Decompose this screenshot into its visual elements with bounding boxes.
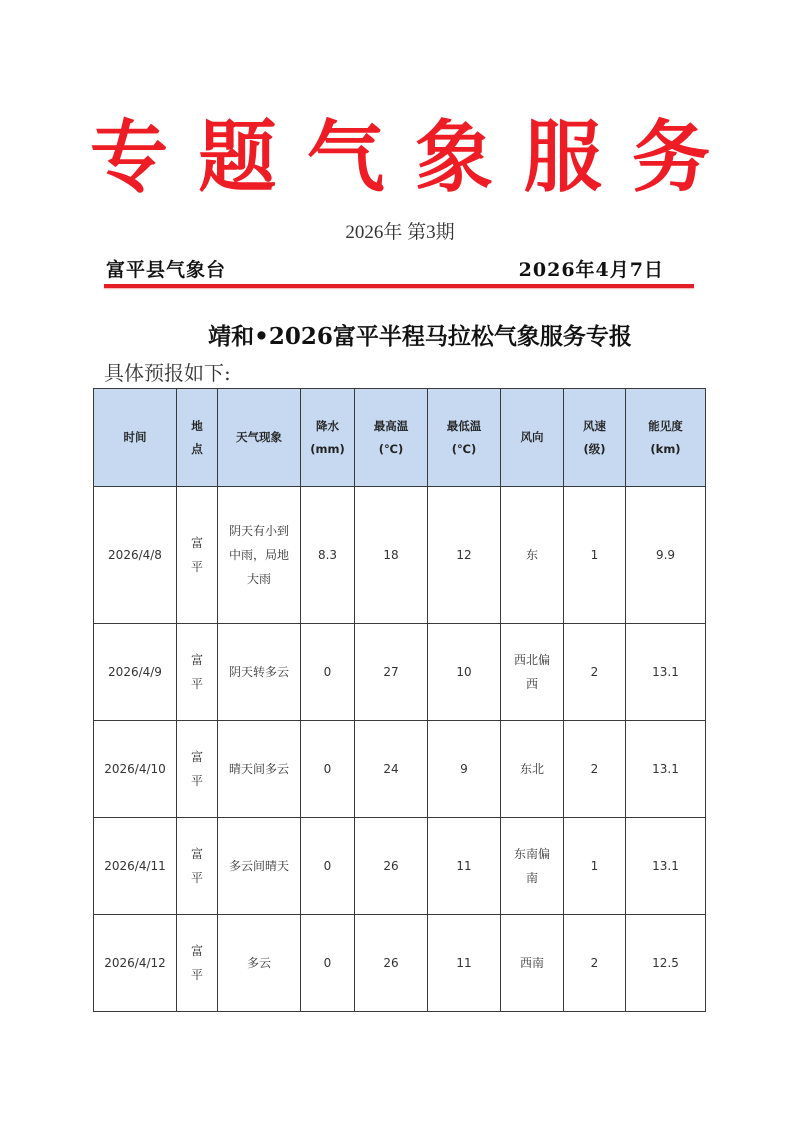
masthead-char: 题 xyxy=(198,112,277,203)
agency-name: 富平县气象台 xyxy=(106,259,227,281)
cell-wind-dir: 西南 xyxy=(501,915,564,1012)
cell-precip: 8.3 xyxy=(301,487,355,624)
cell-weather: 阴天有小到 中雨，局地 大雨 xyxy=(218,487,301,624)
col-header-place: 地 点 xyxy=(177,389,218,487)
cell-tmin: 12 xyxy=(428,487,501,624)
col-header-time: 时间 xyxy=(94,389,177,487)
masthead-title xyxy=(90,110,710,205)
table-row xyxy=(94,915,706,1012)
cell-tmax: 26 xyxy=(355,818,428,915)
cell-place: 富 平 xyxy=(177,721,218,818)
cell-wind-speed: 2 xyxy=(564,624,626,721)
cell-visibility: 13.1 xyxy=(626,818,706,915)
cell-wind-dir: 东南偏 南 xyxy=(501,818,564,915)
table-header-row xyxy=(94,389,706,487)
cell-tmin: 11 xyxy=(428,915,501,1012)
col-header-tmin: 最低温 (℃) xyxy=(428,389,501,487)
cell-date: 2026/4/9 xyxy=(94,624,177,721)
cell-visibility: 9.9 xyxy=(626,487,706,624)
report-title: 靖和•2026富平半程马拉松气象服务专报 xyxy=(208,323,632,350)
col-header-visibility: 能见度 (km) xyxy=(626,389,706,487)
cell-weather: 多云间晴天 xyxy=(218,818,301,915)
cell-place: 富 平 xyxy=(177,487,218,624)
cell-wind-dir: 东北 xyxy=(501,721,564,818)
cell-place: 富 平 xyxy=(177,624,218,721)
cell-wind-speed: 1 xyxy=(564,487,626,624)
masthead-char: 务 xyxy=(631,112,710,203)
issue-number: 2026年 第3期 xyxy=(345,222,455,243)
cell-tmin: 10 xyxy=(428,624,501,721)
col-header-wind-speed: 风速 (级) xyxy=(564,389,626,487)
cell-date: 2026/4/11 xyxy=(94,818,177,915)
cell-precip: 0 xyxy=(301,818,355,915)
masthead-char: 气 xyxy=(306,112,385,203)
col-header-weather: 天气现象 xyxy=(218,389,301,487)
cell-tmax: 24 xyxy=(355,721,428,818)
cell-wind-dir: 东 xyxy=(501,487,564,624)
intro-text: 具体预报如下: xyxy=(104,361,231,385)
cell-weather: 多云 xyxy=(218,915,301,1012)
table-row xyxy=(94,721,706,818)
cell-wind-speed: 1 xyxy=(564,818,626,915)
cell-place: 富 平 xyxy=(177,818,218,915)
cell-date: 2026/4/8 xyxy=(94,487,177,624)
cell-visibility: 13.1 xyxy=(626,721,706,818)
table-row xyxy=(94,818,706,915)
cell-weather: 阴天转多云 xyxy=(218,624,301,721)
cell-precip: 0 xyxy=(301,915,355,1012)
cell-tmin: 9 xyxy=(428,721,501,818)
col-header-tmax: 最高温 (℃) xyxy=(355,389,428,487)
cell-visibility: 13.1 xyxy=(626,624,706,721)
cell-precip: 0 xyxy=(301,721,355,818)
masthead-char: 专 xyxy=(90,112,169,203)
col-header-wind-dir: 风向 xyxy=(501,389,564,487)
cell-weather: 晴天间多云 xyxy=(218,721,301,818)
col-header-precip: 降水 (mm) xyxy=(301,389,355,487)
cell-tmax: 18 xyxy=(355,487,428,624)
masthead-char: 象 xyxy=(415,112,494,203)
cell-wind-speed: 2 xyxy=(564,721,626,818)
cell-date: 2026/4/12 xyxy=(94,915,177,1012)
cell-place: 富 平 xyxy=(177,915,218,1012)
header-divider xyxy=(104,284,694,288)
table-row xyxy=(94,624,706,721)
cell-precip: 0 xyxy=(301,624,355,721)
cell-tmax: 27 xyxy=(355,624,428,721)
cell-wind-dir: 西北偏 西 xyxy=(501,624,564,721)
cell-date: 2026/4/10 xyxy=(94,721,177,818)
cell-wind-speed: 2 xyxy=(564,915,626,1012)
forecast-table xyxy=(93,388,706,1012)
masthead-char: 服 xyxy=(523,112,602,203)
table-row xyxy=(94,487,706,624)
cell-tmax: 26 xyxy=(355,915,428,1012)
cell-visibility: 12.5 xyxy=(626,915,706,1012)
cell-tmin: 11 xyxy=(428,818,501,915)
publication-date: 2026年4月7日 xyxy=(518,259,664,281)
